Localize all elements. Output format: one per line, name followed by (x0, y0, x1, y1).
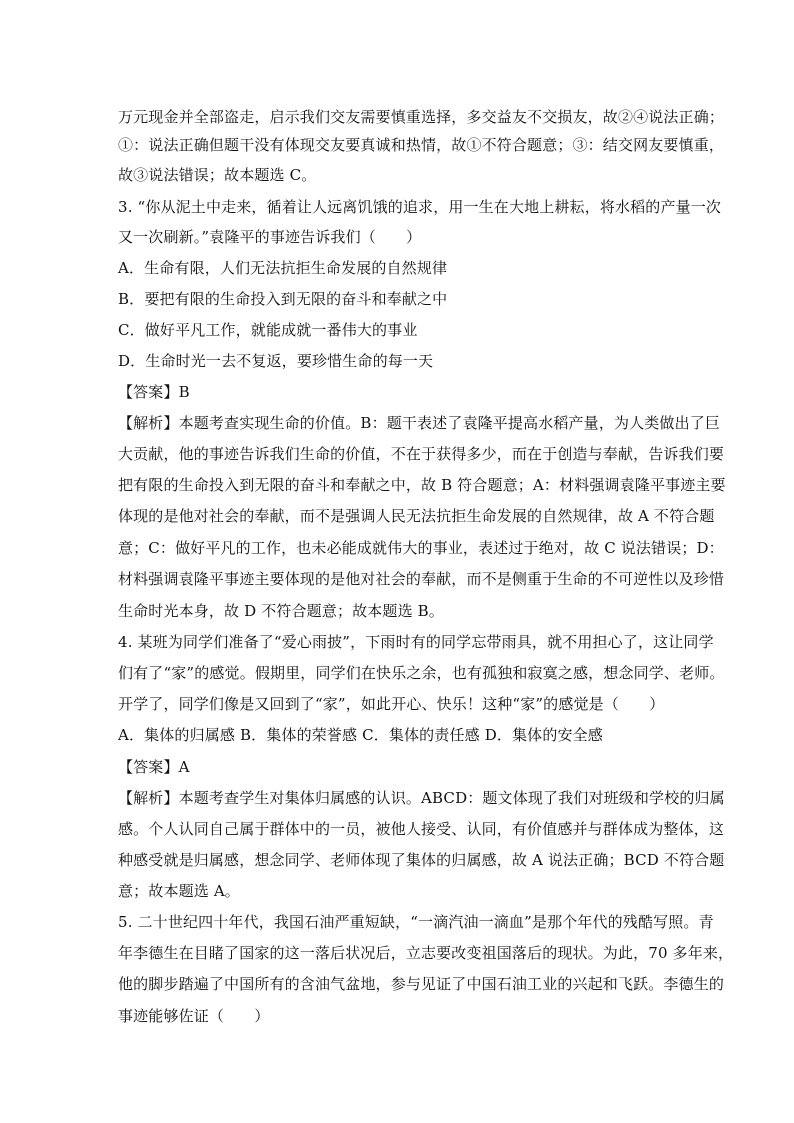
question-4-stem-line-3: 开学了，同学们像是又回到了“家”，如此开心、快乐！这种“家”的感觉是（ ） (118, 695, 665, 713)
question-4-stem-line-2: 们有了“家”的感觉。假期里，同学们在快乐之余，也有孤独和寂寞之感，想念同学、老师。 (118, 664, 725, 682)
question-3-analysis-line-6: 材料强调袁隆平事迹主要体现的是他对社会的奉献，而不是侧重于生命的不可逆性以及珍惜 (118, 570, 725, 588)
question-4-stem-line-1: 4. 某班为同学们准备了“爱心雨披”，下雨时有的同学忘带雨具，就不用担心了，这让同学 (118, 633, 714, 651)
question-4-answer: 【答案】A (118, 758, 190, 776)
text-line-1: 万元现金并全部盗走，启示我们交友需要慎重选择，多交益友不交损友，故②④说法正确； (118, 108, 725, 126)
question-5-stem-line-2: 年李德生在目睹了国家的这一落后状况后，立志要改变祖国落后的现状。为此，70 多年来， (118, 944, 734, 962)
question-3-analysis-line-7: 生命时光本身，故 D 不符合题意；故本题选 B。 (118, 602, 444, 620)
question-3-stem-line-2: 又一次刷新。”袁隆平的事迹告诉我们（ ） (118, 228, 422, 246)
question-3-analysis-line-2: 大贡献，他的事迹告诉我们生命的价值，不在于获得多少，而在于创造与奉献，告诉我们要 (118, 445, 725, 463)
question-3-answer: 【答案】B (118, 383, 190, 401)
question-4-analysis-line-3: 种感受就是归属感，想念同学、老师体现了集体的归属感，故 A 说法正确；BCD 不符合题 (118, 851, 725, 869)
question-3-option-c: C．做好平凡工作，就能成就一番伟大的事业 (118, 321, 418, 339)
question-5-stem-line-1: 5. 二十世纪四十年代，我国石油严重短缺，“一滴汽油一滴血”是那个年代的残酷写照。青 (118, 913, 714, 931)
question-4-options: A．集体的归属感 B．集体的荣誉感 C．集体的责任感 D．集体的安全感 (118, 726, 603, 744)
question-5-stem-line-4: 事迹能够佐证（ ） (118, 1007, 270, 1025)
text-line-3: 故③说法错误；故本题选 C。 (118, 166, 317, 184)
question-4-analysis-line-4: 意；故本题选 A。 (118, 882, 240, 900)
question-3-option-d: D．生命时光一去不复返，要珍惜生命的每一天 (118, 352, 434, 370)
question-3-analysis-line-1: 【解析】本题考查实现生命的价值。B：题干表述了袁隆平提高水稻产量，为人类做出了巨 (118, 414, 721, 432)
question-3-analysis-line-3: 把有限的生命投入到无限的奋斗和奉献之中，故 B 符合题意；A：材料强调袁隆平事迹主要 (118, 476, 726, 494)
question-4-analysis-line-2: 感。个人认同自己属于群体中的一员，被他人接受、认同，有价值感并与群体成为整体，这 (118, 820, 725, 838)
text-line-2: ①：说法正确但题干没有体现交友要真诚和热情，故①不符合题意；③：结交网友要慎重， (118, 136, 725, 154)
question-3-option-a: A．生命有限，人们无法抗拒生命发展的自然规律 (118, 259, 448, 277)
question-5-stem-line-3: 他的脚步踏遍了中国所有的含油气盆地，参与见证了中国石油工业的兴起和飞跃。李德生的 (118, 975, 725, 993)
question-3-option-b: B．要把有限的生命投入到无限的奋斗和奉献之中 (118, 290, 448, 308)
question-4-analysis-line-1: 【解析】本题考查学生对集体归属感的认识。ABCD：题文体现了我们对班级和学校的归属 (118, 789, 725, 807)
question-3-analysis-line-5: 意；C：做好平凡的工作，也未必能成就伟大的事业，表述过于绝对，故 C 说法错误；D： (118, 539, 724, 557)
question-3-stem-line-1: 3. “你从泥土中走来，循着让人远离饥饿的追求，用一生在大地上耕耘，将水稻的产量一次 (118, 198, 722, 216)
question-3-analysis-line-4: 体现的是他对社会的奉献，而不是强调人民无法抗拒生命发展的自然规律，故 A 不符合题 (118, 507, 715, 525)
